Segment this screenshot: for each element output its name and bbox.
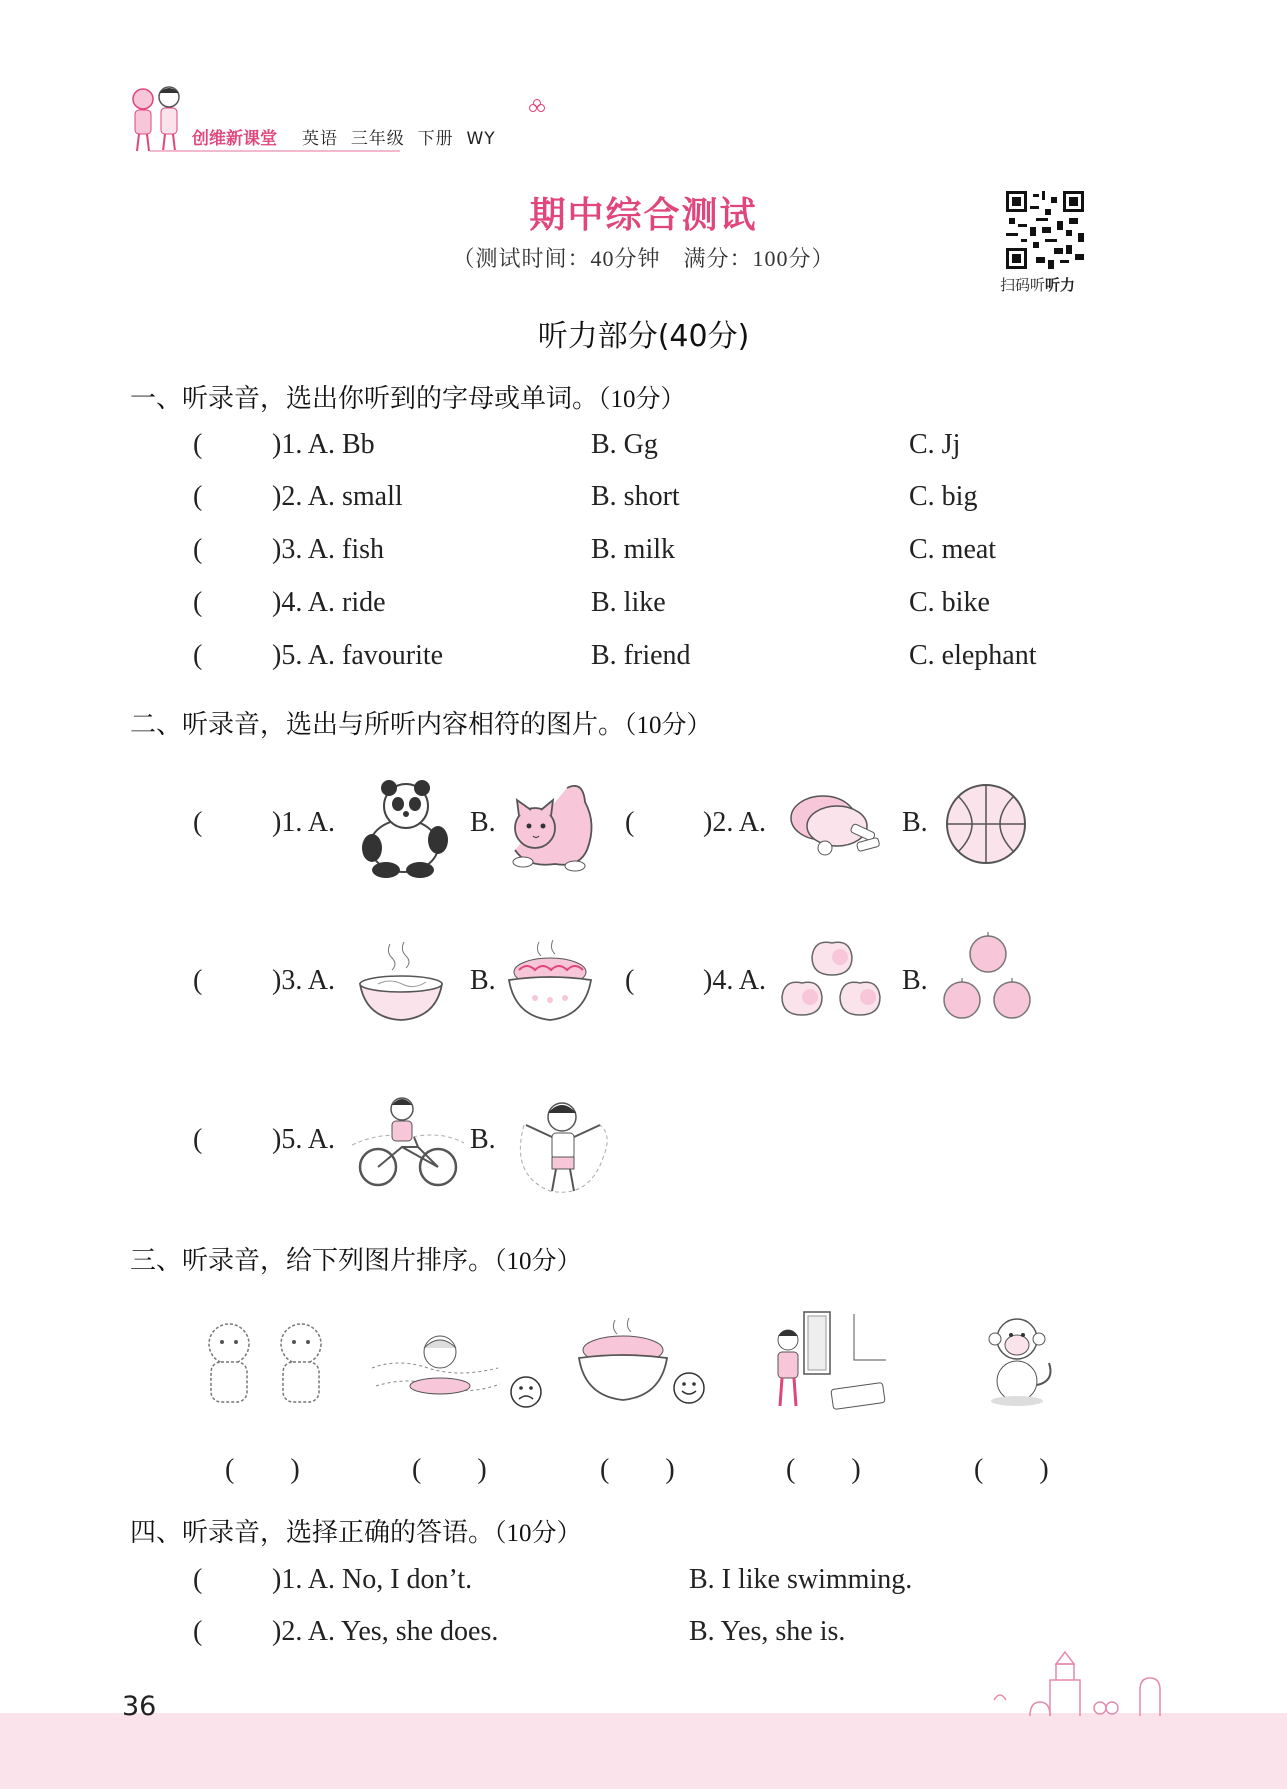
q2-item-2-label: )2. A. [703,807,766,838]
qr-caption-text: 扫码听 [1000,276,1046,294]
answer-blank[interactable]: ( [193,640,203,671]
q4-heading-text: 四、听录音，选择正确的答语。 [130,1518,495,1548]
q1-item-2-option-c: C. big [909,481,978,512]
girl-at-door-icon [770,1310,890,1415]
header-course-info [302,124,496,149]
order-blank-5[interactable]: ( ) [974,1454,1049,1485]
answer-blank[interactable]: ( [193,587,203,618]
q1-item-1-option-c: C. Jj [909,429,961,460]
q2-item-5-label: )5. A. [272,1124,335,1155]
q1-item-2: )2. A. small [272,481,403,512]
cat-icon [505,780,600,875]
answer-blank[interactable]: ( [193,534,203,565]
q4-item-2-option-b: B. Yes, she is. [689,1616,846,1647]
basketball-icon [944,782,1028,866]
q1-item-5-option-b: B. friend [591,640,691,671]
q1-item-3: )3. A. fish [272,534,384,565]
castle-decoration-icon [990,1650,1170,1720]
q4-heading [130,1512,582,1549]
page-title: 期中综合测试 [529,195,758,236]
qr-caption [1000,274,1075,295]
boy-riding-bike-icon [352,1095,464,1190]
answer-blank[interactable]: ( [193,965,203,996]
q2-item-3-option-b: B. [470,965,496,996]
q2-item-3-label: )3. A. [272,965,335,996]
swimming-boy-sad-icon [368,1328,546,1410]
q1-item-3-option-c: C. meat [909,534,997,565]
header-divider [150,150,400,152]
q3-points: （10分） [494,1248,582,1275]
q1-item-5-option-c: C. elephant [909,640,1037,671]
tigers-icon [193,1320,341,1406]
q2-heading [130,704,712,741]
noodles-happy-icon [575,1318,707,1408]
q3-heading [130,1240,582,1277]
q2-item-4-option-b: B. [902,965,928,996]
header-subject: 英语 [302,129,338,149]
q1-heading-text: 一、听录音，选出你听到的字母或单词。 [130,384,599,414]
q2-points: （10分） [624,712,712,739]
noodle-soup-icon [356,940,446,1025]
q1-item-2-option-b: B. short [591,481,680,512]
q1-item-4-option-c: C. bike [909,587,990,618]
q1-item-4-option-b: B. like [591,587,666,618]
answer-blank[interactable]: ( [625,965,635,996]
header-volume: 下册 [417,129,454,149]
order-blank-1[interactable]: ( ) [225,1454,300,1485]
answer-blank[interactable]: ( [193,1564,203,1595]
section-title: 听力部分(40分) [537,319,750,354]
test-info: （测试时间：40分钟 满分：100分） [452,246,835,271]
answer-blank[interactable]: ( [193,1124,203,1155]
flower-decoration-icon [528,98,546,116]
q2-heading-text: 二、听录音，选出与所听内容相符的图片。 [130,710,625,740]
q4-item-2: )2. A. Yes, she does. [272,1616,499,1647]
answer-blank[interactable]: ( [193,807,203,838]
ping-pong-icon [785,790,885,860]
q1-item-3-option-b: B. milk [591,534,676,565]
q3-heading-text: 三、听录音，给下列图片排序。 [130,1246,495,1276]
q2-item-5-option-b: B. [470,1124,496,1155]
q1-item-1: )1. A. Bb [272,429,375,460]
qr-caption-bold: 听力 [1045,276,1076,294]
answer-blank[interactable]: ( [625,807,635,838]
qr-code-icon[interactable] [1006,191,1084,269]
answer-blank[interactable]: ( [193,429,203,460]
peaches-icon [940,932,1035,1027]
order-blank-3[interactable]: ( ) [600,1454,675,1485]
apples-icon [780,935,885,1025]
q1-points: （10分） [598,386,686,413]
header-edition: WY [466,129,496,149]
q1-heading [130,378,686,415]
q1-item-1-option-b: B. Gg [591,429,658,460]
q1-item-5: )5. A. favourite [272,640,444,671]
header-grade: 三年级 [350,129,405,149]
q2-item-1-option-b: B. [470,807,496,838]
q2-item-4-label: )4. A. [703,965,766,996]
monkey-icon [985,1315,1057,1407]
brand-name: 创维新课堂 [192,129,277,149]
answer-blank[interactable]: ( [193,1616,203,1647]
q4-item-1: )1. A. No, I don’t. [272,1564,473,1595]
panda-icon [358,778,450,878]
answer-blank[interactable]: ( [193,481,203,512]
kids-mascot-icon [125,85,190,155]
noodles-bowl-icon [505,940,595,1025]
q4-item-1-option-b: B. I like swimming. [689,1564,913,1595]
order-blank-2[interactable]: ( ) [412,1454,487,1485]
footer-band [0,1713,1287,1789]
q2-item-1-label: )1. A. [272,807,335,838]
q1-item-4: )4. A. ride [272,587,386,618]
q2-item-2-option-b: B. [902,807,928,838]
boy-jumping-rope-icon [510,1095,615,1200]
q4-points: （10分） [494,1520,582,1547]
page-number: 36 [122,1691,157,1722]
order-blank-4[interactable]: ( ) [786,1454,861,1485]
